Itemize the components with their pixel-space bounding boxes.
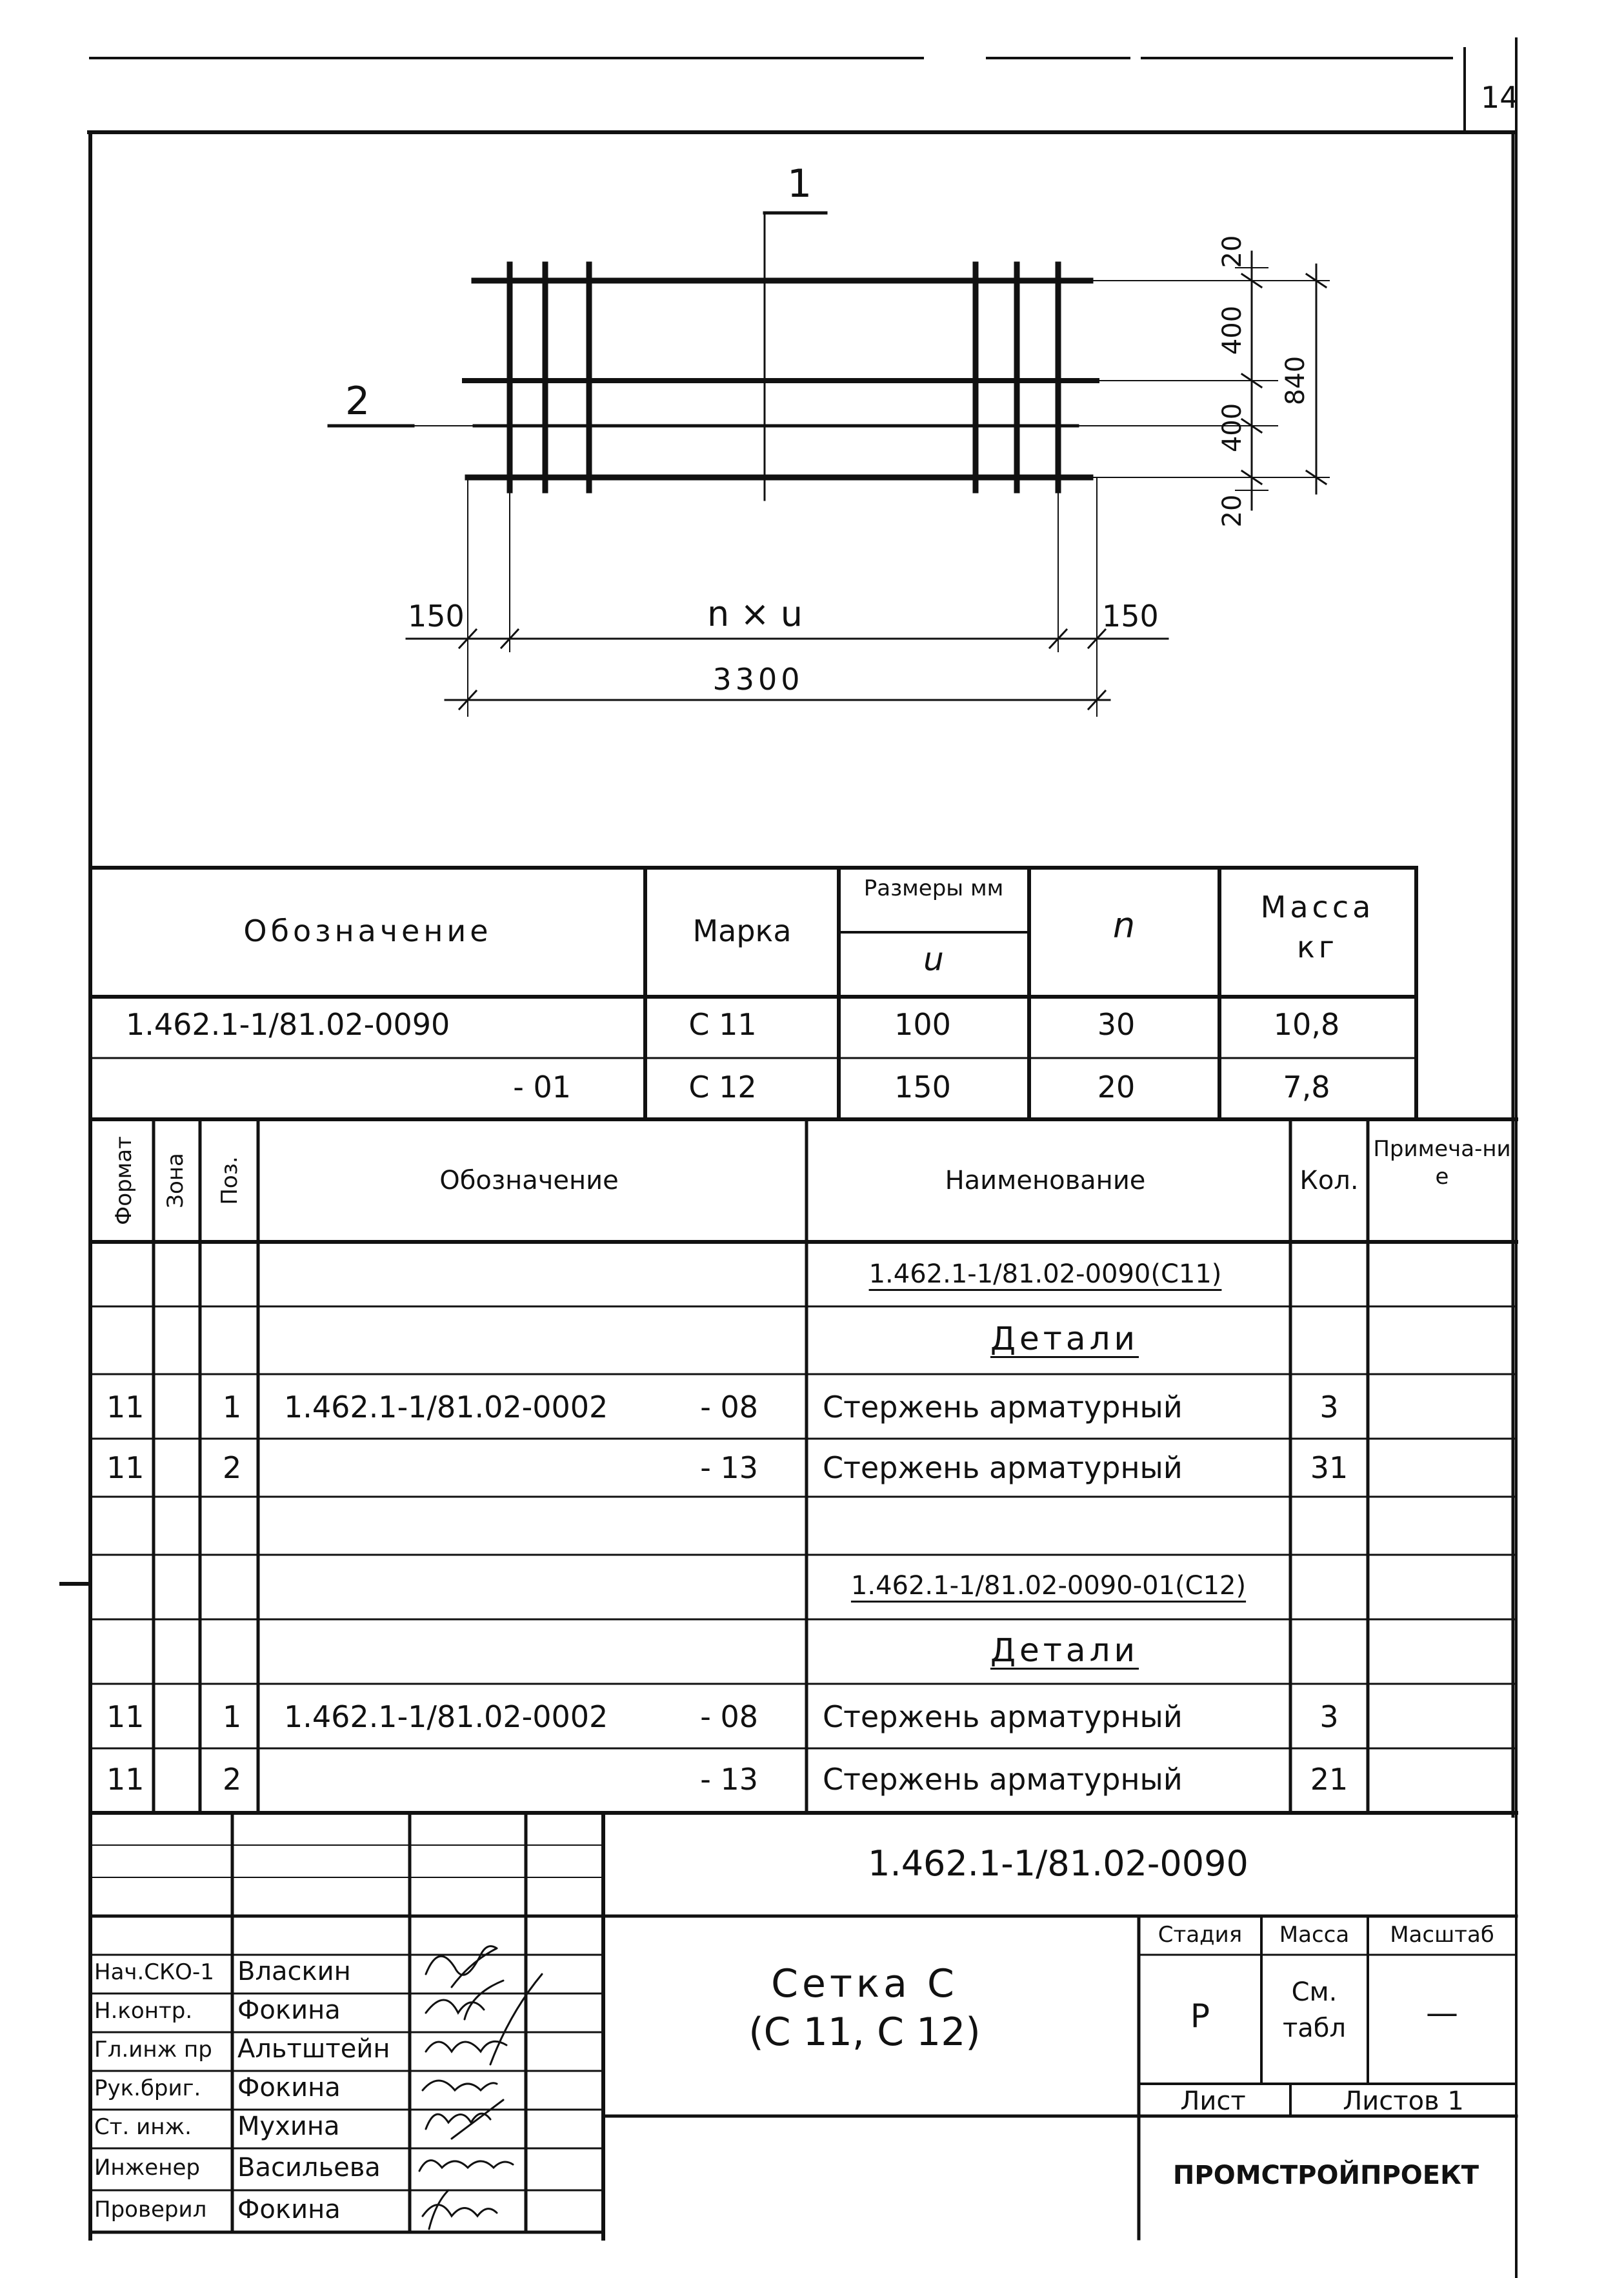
spec-header-zone: Зона bbox=[163, 1153, 188, 1208]
mark-row-mass: 7,8 bbox=[1283, 1070, 1330, 1104]
signature-name: Фокина bbox=[237, 1995, 341, 2025]
signature-name: Власкин bbox=[237, 1957, 351, 1986]
leader-label-2: 2 bbox=[345, 379, 370, 424]
spec-section-title: Детали bbox=[990, 1320, 1139, 1357]
document-code: 1.462.1-1/81.02-0090 bbox=[868, 1843, 1248, 1884]
spec-row-format: 11 bbox=[106, 1699, 145, 1734]
spec-row-name: Стержень арматурный bbox=[823, 1762, 1183, 1797]
spec-row-suffix: - 08 bbox=[700, 1699, 758, 1734]
spec-header-pos: Поз. bbox=[217, 1156, 243, 1205]
dim-label-left-end: 150 bbox=[408, 599, 465, 634]
mark-header-u: u bbox=[923, 941, 944, 978]
mass-value: См. табл bbox=[1282, 1977, 1347, 2043]
spec-row-suffix: - 13 bbox=[700, 1450, 758, 1485]
spec-row-suffix: - 13 bbox=[700, 1762, 758, 1797]
signature-role: Нач.СКО-1 bbox=[94, 1959, 214, 1985]
leader-label-1: 1 bbox=[787, 161, 812, 206]
mark-row-mark: С 11 bbox=[688, 1007, 757, 1042]
spec-header-note: Примеча-ние bbox=[1373, 1136, 1511, 1190]
mark-row-u: 150 bbox=[894, 1070, 951, 1104]
mark-header-n: n bbox=[1112, 905, 1136, 946]
mark-row-mass: 10,8 bbox=[1273, 1007, 1340, 1042]
spec-row-name: Стержень арматурный bbox=[823, 1450, 1183, 1485]
dim-label-top: 20 bbox=[1218, 235, 1247, 268]
mark-row-n: 20 bbox=[1097, 1070, 1136, 1104]
sheets-label: Листов 1 bbox=[1343, 2086, 1464, 2116]
signature-role: Н.контр. bbox=[94, 1998, 193, 2024]
spec-row-pos: 2 bbox=[223, 1450, 242, 1485]
page-number: 14 bbox=[1481, 80, 1519, 115]
signature-role: Инженер bbox=[94, 2155, 200, 2181]
spec-header-qty: Кол. bbox=[1299, 1166, 1359, 1195]
signature-role: Ст. инж. bbox=[94, 2114, 192, 2140]
scale-label: Масштаб bbox=[1390, 1922, 1494, 1948]
stage-label: Стадия bbox=[1158, 1922, 1243, 1948]
mark-row-designation: - 01 bbox=[513, 1070, 571, 1104]
mass-label: Масса bbox=[1279, 1922, 1350, 1948]
mark-header-mass: Масса кг bbox=[1260, 890, 1375, 965]
signature-role: Гл.инж пр bbox=[94, 2037, 212, 2063]
spec-row-name: Стержень арматурный bbox=[823, 1390, 1183, 1424]
drawing-title: Сетка С bbox=[771, 1961, 958, 2006]
mark-header-designation: Обозначение bbox=[243, 914, 492, 948]
spec-row-designation: 1.462.1-1/81.02-0002 bbox=[284, 1699, 608, 1734]
dim-label-total-length: 3300 bbox=[712, 662, 804, 697]
spec-row-qty: 3 bbox=[1319, 1699, 1339, 1734]
spec-group-title: 1.462.1-1/81.02-0090-01(С12) bbox=[850, 1571, 1247, 1601]
dim-label-lower: 400 bbox=[1218, 403, 1247, 453]
signature-name: Альтштейн bbox=[237, 2034, 390, 2064]
spec-row-designation: 1.462.1-1/81.02-0002 bbox=[284, 1390, 608, 1424]
mark-header-sizes: Размеры мм bbox=[863, 875, 1004, 901]
scale-value: — bbox=[1426, 1994, 1458, 2032]
signature-marks bbox=[419, 1946, 542, 2229]
mark-row-u: 100 bbox=[894, 1007, 951, 1042]
signature-role: Рук.бриг. bbox=[94, 2075, 201, 2101]
signature-name: Мухина bbox=[237, 2112, 340, 2141]
spec-row-suffix: - 08 bbox=[700, 1390, 758, 1424]
mark-row-n: 30 bbox=[1097, 1007, 1136, 1042]
spec-row-qty: 31 bbox=[1310, 1450, 1348, 1485]
mark-header-mark: Марка bbox=[692, 914, 792, 948]
signature-name: Фокина bbox=[237, 2073, 341, 2103]
dim-label-middle: n × u bbox=[707, 594, 803, 634]
signature-name: Васильева bbox=[237, 2153, 381, 2183]
sheet-label: Лист bbox=[1180, 2086, 1246, 2116]
signature-name: Фокина bbox=[237, 2195, 341, 2224]
spec-header-format: Формат bbox=[111, 1136, 137, 1225]
dim-label-bottom: 20 bbox=[1218, 494, 1247, 528]
spec-row-pos: 1 bbox=[223, 1390, 242, 1424]
dim-label-right-end: 150 bbox=[1102, 599, 1159, 634]
spec-row-name: Стержень арматурный bbox=[823, 1699, 1183, 1734]
drawing-subtitle: (С 11, С 12) bbox=[748, 2010, 981, 2055]
spec-group-title: 1.462.1-1/81.02-0090(С11) bbox=[868, 1259, 1222, 1289]
spec-row-pos: 2 bbox=[223, 1762, 242, 1797]
organization-name: ПРОМСТРОЙПРОЕКТ bbox=[1172, 2161, 1479, 2190]
dim-label-upper: 400 bbox=[1218, 305, 1247, 355]
spec-row-format: 11 bbox=[106, 1762, 145, 1797]
spec-row-format: 11 bbox=[106, 1450, 145, 1485]
dim-label-total-height: 840 bbox=[1281, 355, 1310, 406]
stage-value: Р bbox=[1190, 1997, 1210, 2035]
signature-role: Проверил bbox=[94, 2197, 207, 2223]
spec-row-qty: 21 bbox=[1310, 1762, 1348, 1797]
spec-header-name: Наименование bbox=[945, 1166, 1146, 1195]
spec-row-qty: 3 bbox=[1319, 1390, 1339, 1424]
mark-row-mark: С 12 bbox=[688, 1070, 757, 1104]
spec-row-format: 11 bbox=[106, 1390, 145, 1424]
spec-row-pos: 1 bbox=[223, 1699, 242, 1734]
mark-row-designation: 1.462.1-1/81.02-0090 bbox=[126, 1007, 450, 1042]
spec-section-title: Детали bbox=[990, 1632, 1139, 1669]
spec-header-designation: Обозначение bbox=[439, 1166, 619, 1195]
